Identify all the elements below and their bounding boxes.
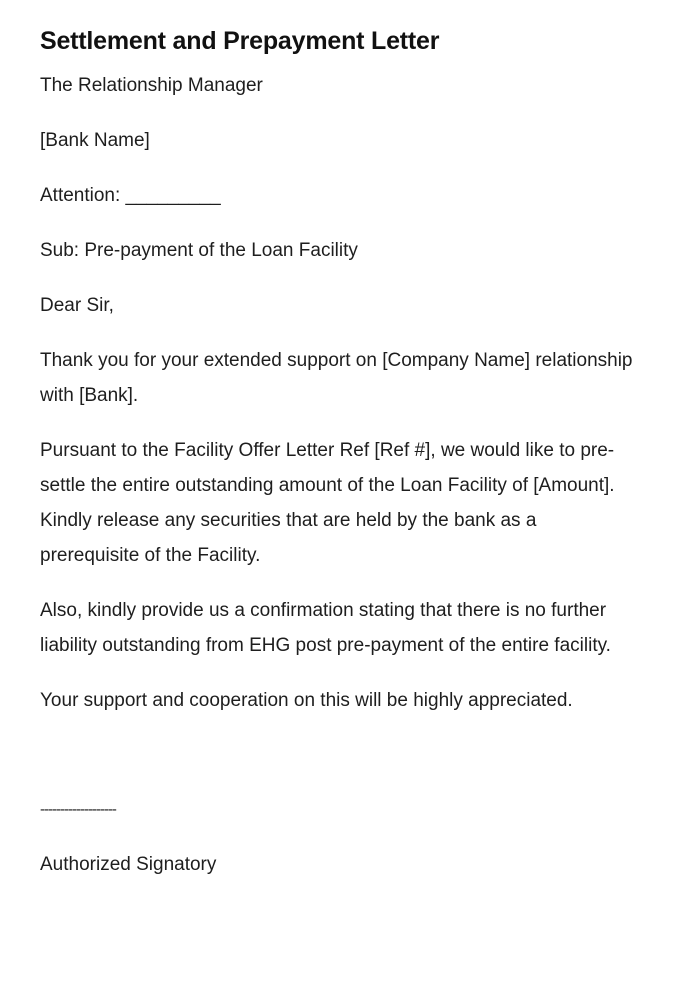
bank-name-line: [Bank Name]: [40, 130, 150, 151]
body-paragraph-3: Also, kindly provide us a confirmation stating that there is no further liability outstanding from EHG post pre-payment of the entire facility.: [40, 600, 611, 656]
recipient-line: The Relationship Manager: [40, 75, 263, 96]
salutation: Dear Sir,: [40, 295, 114, 316]
body-paragraph-1: Thank you for your extended support on [Company Name] relationship with [Bank].: [40, 350, 633, 406]
attention-line: Attention: _________: [40, 185, 221, 206]
signatory-title: Authorized Signatory: [40, 854, 217, 875]
signature-line: -------------------: [40, 801, 116, 818]
subject-line: Sub: Pre-payment of the Loan Facility: [40, 240, 358, 261]
body-paragraph-4: Your support and cooperation on this will be highly appreciated.: [40, 690, 573, 711]
body-paragraph-2: Pursuant to the Facility Offer Letter Ref [Ref #], we would like to pre-settle the entire outstanding amount of the Loan Facility of [Amount]. Kindly release any securities that are held by the bank as a prerequisite of the Facility.: [40, 440, 615, 566]
letter-document: [40, 24, 640, 902]
signature-spacer: [40, 738, 640, 792]
document-title: Settlement and Prepayment Letter: [40, 27, 440, 55]
